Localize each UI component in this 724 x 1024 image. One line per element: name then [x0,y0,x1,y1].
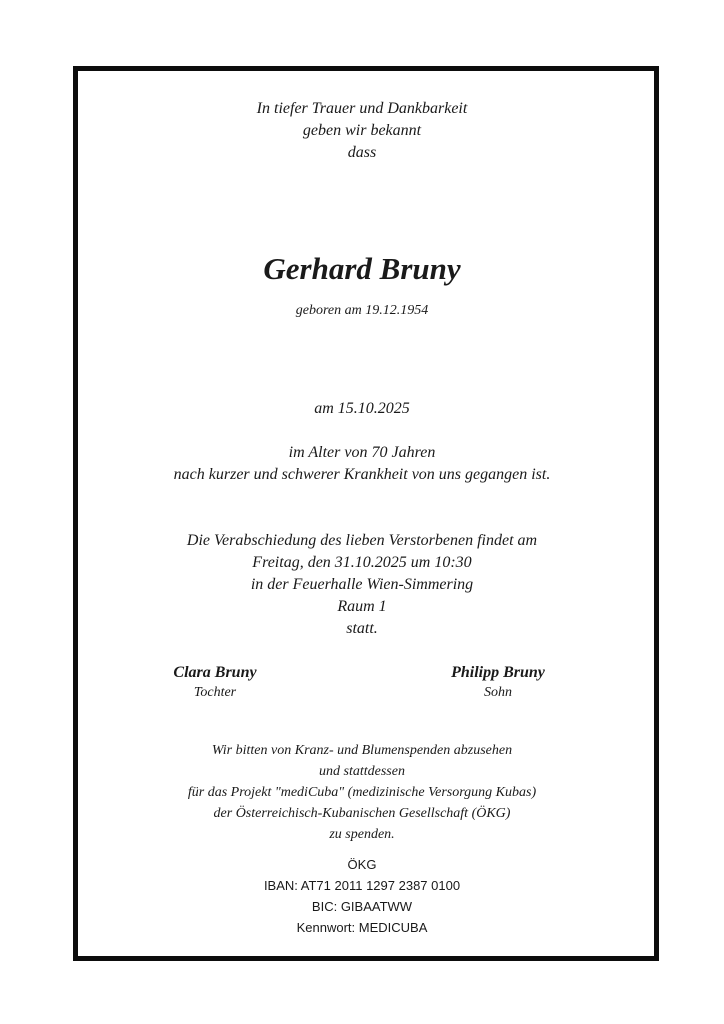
death-date: am 15.10.2025 [314,400,410,417]
donation-line-2: und stattdessen [319,764,405,779]
donation-line-3: für das Projekt "mediCuba" (medizinische Versorgung Kubas) [187,785,537,800]
intro-line-1: In tiefer Trauer und Dankbarkeit [256,100,468,117]
bank-iban: IBAN: AT71 2011 1297 2387 0100 [263,878,461,893]
birth-date: geboren am 19.12.1954 [295,303,429,318]
mourner-name: Philipp Bruny [451,664,545,681]
donation-line-5: zu spenden. [329,827,395,842]
farewell-line-5: statt. [346,620,378,637]
mourner-name: Clara Bruny [173,664,257,681]
farewell-line-1: Die Verabschiedung des lieben Verstorbenen findet am [186,532,538,549]
death-text: nach kurzer und schwerer Krankheit von uns gegangen ist. [173,466,551,483]
bank-keyword: Kennwort: MEDICUBA [296,920,428,935]
farewell-date-time: Freitag, den 31.10.2025 um 10:30 [252,554,472,571]
intro-line-3: dass [347,144,377,161]
mourner-son [408,663,588,702]
donation-line-1: Wir bitten von Kranz- und Blumenspenden abzusehen [211,743,513,758]
mourner-role: Tochter [193,685,237,700]
bank-bic: BIC: GIBAATWW [311,899,413,914]
mourner-role: Sohn [484,685,512,700]
mourner-daughter [125,663,305,702]
death-age: im Alter von 70 Jahren [288,444,436,461]
intro-line-2: geben wir bekannt [302,122,422,139]
deceased-name: Gerhard Bruny [263,251,461,286]
bank-org: ÖKG [347,857,377,872]
farewell-room: Raum 1 [337,598,387,615]
donation-line-4: der Österreichisch-Kubanischen Gesellschaft (ÖKG) [213,806,511,821]
farewell-location: in der Feuerhalle Wien-Simmering [250,576,474,593]
